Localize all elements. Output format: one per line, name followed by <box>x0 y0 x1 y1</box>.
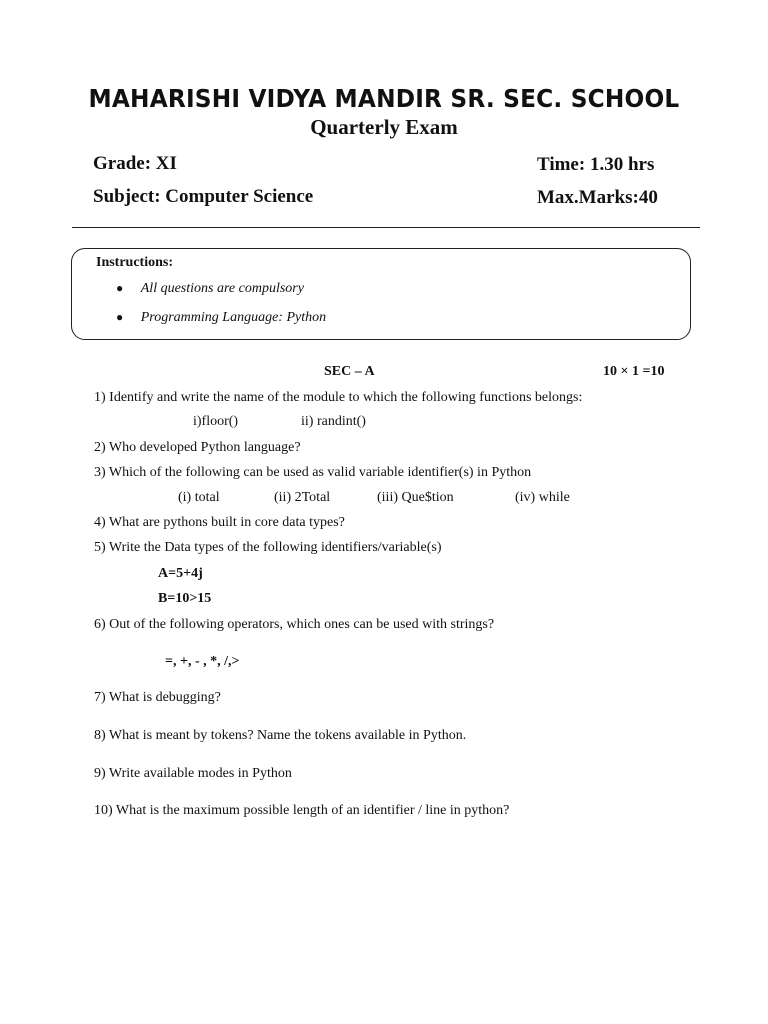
question-5: 5) Write the Data types of the following identifiers/variable(s) <box>94 540 442 555</box>
section-marks: 10 × 1 =10 <box>603 364 665 379</box>
instruction-item <box>116 310 326 326</box>
q3-option: (ii) 2Total <box>274 490 331 505</box>
max-marks-label: Max.Marks:40 <box>537 187 658 208</box>
time-label: Time: 1.30 hrs <box>537 154 655 175</box>
q5-option: A=5+4j <box>158 566 203 581</box>
question-9: 9) Write available modes in Python <box>94 766 292 781</box>
q3-option: (i) total <box>178 490 220 505</box>
bullet-icon: ● <box>116 310 124 324</box>
instruction-text: All questions are compulsory <box>140 281 304 296</box>
q6-operators: =, +, - , *, /,> <box>165 654 240 669</box>
question-7: 7) What is debugging? <box>94 690 221 705</box>
exam-title: Quarterly Exam <box>310 115 458 139</box>
instruction-item <box>116 281 304 297</box>
subject-label: Subject: Computer Science <box>93 186 314 207</box>
grade-label: Grade: XI <box>93 153 177 174</box>
q1-option: i)floor() <box>193 414 239 429</box>
question-8: 8) What is meant by tokens? Name the tokens available in Python. <box>94 728 467 743</box>
question-4: 4) What are pythons built in core data types? <box>94 515 345 530</box>
bullet-icon: ● <box>116 281 124 295</box>
header-divider <box>72 227 700 228</box>
question-10: 10) What is the maximum possible length of an identifier / line in python? <box>94 803 510 818</box>
q3-option: (iv) while <box>515 490 570 505</box>
section-title: SEC – A <box>324 364 375 379</box>
school-name: MAHARISHI VIDYA MANDIR SR. SEC. SCHOOL <box>88 84 680 113</box>
q3-option: (iii) Que$tion <box>377 490 454 505</box>
q5-option: B=10>15 <box>158 591 212 606</box>
instruction-text: Programming Language: Python <box>140 310 327 325</box>
instructions-title: Instructions: <box>96 255 174 270</box>
question-1: 1) Identify and write the name of the module to which the following functions belongs: <box>94 390 583 405</box>
q1-option: ii) randint() <box>301 414 366 429</box>
question-3: 3) Which of the following can be used as valid variable identifier(s) in Python <box>94 465 532 480</box>
question-2: 2) Who developed Python language? <box>94 440 301 455</box>
question-6: 6) Out of the following operators, which ones can be used with strings? <box>94 617 495 632</box>
